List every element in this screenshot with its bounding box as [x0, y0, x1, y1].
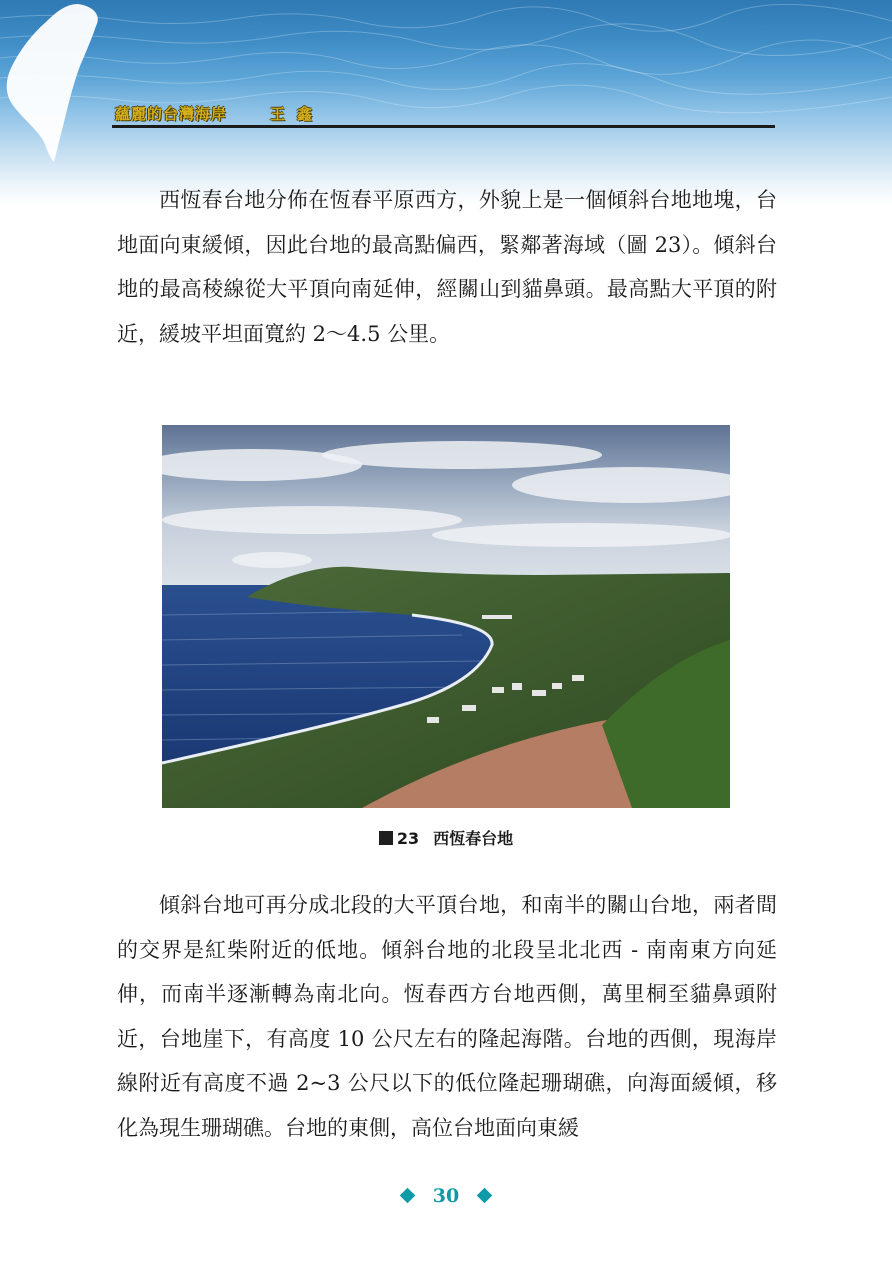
diamond-left-icon — [399, 1188, 415, 1204]
diamond-right-icon — [477, 1188, 493, 1204]
body-paragraph-2: 傾斜台地可再分成北段的大平頂台地，和南半的關山台地，兩者間的交界是紅柴附近的低地。傾斜台地的北段呈北北西 - 南南東方向延伸，而南半逐漸轉為南北向。恆春西方台地西側，萬里桐至貓鼻頭附近，台地崖下，有高度 10 公尺左右的隆起海階。台地的西側，現海岸線附近有高度不過 2~3 公尺以下的低位隆起珊瑚礁，向海面緩傾，移化為現生珊瑚礁。台地的東側，高位台地面向東緩 — [117, 893, 777, 1140]
page-number: 30 — [432, 1185, 460, 1207]
figure-caption — [0, 826, 892, 849]
figure-photo-west-hengchun-tableland — [162, 425, 730, 808]
header-banner — [0, 0, 892, 205]
figure-marker-icon — [379, 831, 393, 845]
running-title: 蘊麗的台灣海岸 — [115, 105, 228, 123]
header-rule — [112, 125, 775, 128]
body-paragraph-1: 西恆春台地分佈在恆春平原西方，外貌上是一個傾斜台地地塊，台地面向東緩傾，因此台地的最高點偏西，緊鄰著海域（圖 23）。傾斜台地的最高稜線從大平頂向南延伸，經關山到貓鼻頭。最高點大平頂的附近，緩坡平坦面寬約 2～4.5 公里。 — [117, 188, 777, 346]
figure-number: 23 — [396, 829, 420, 848]
figure-caption-text: 西恆春台地 — [433, 829, 514, 848]
running-author: 王鑫 — [270, 105, 325, 123]
page-number-footer — [0, 1185, 892, 1207]
taiwan-island-icon — [0, 0, 110, 170]
